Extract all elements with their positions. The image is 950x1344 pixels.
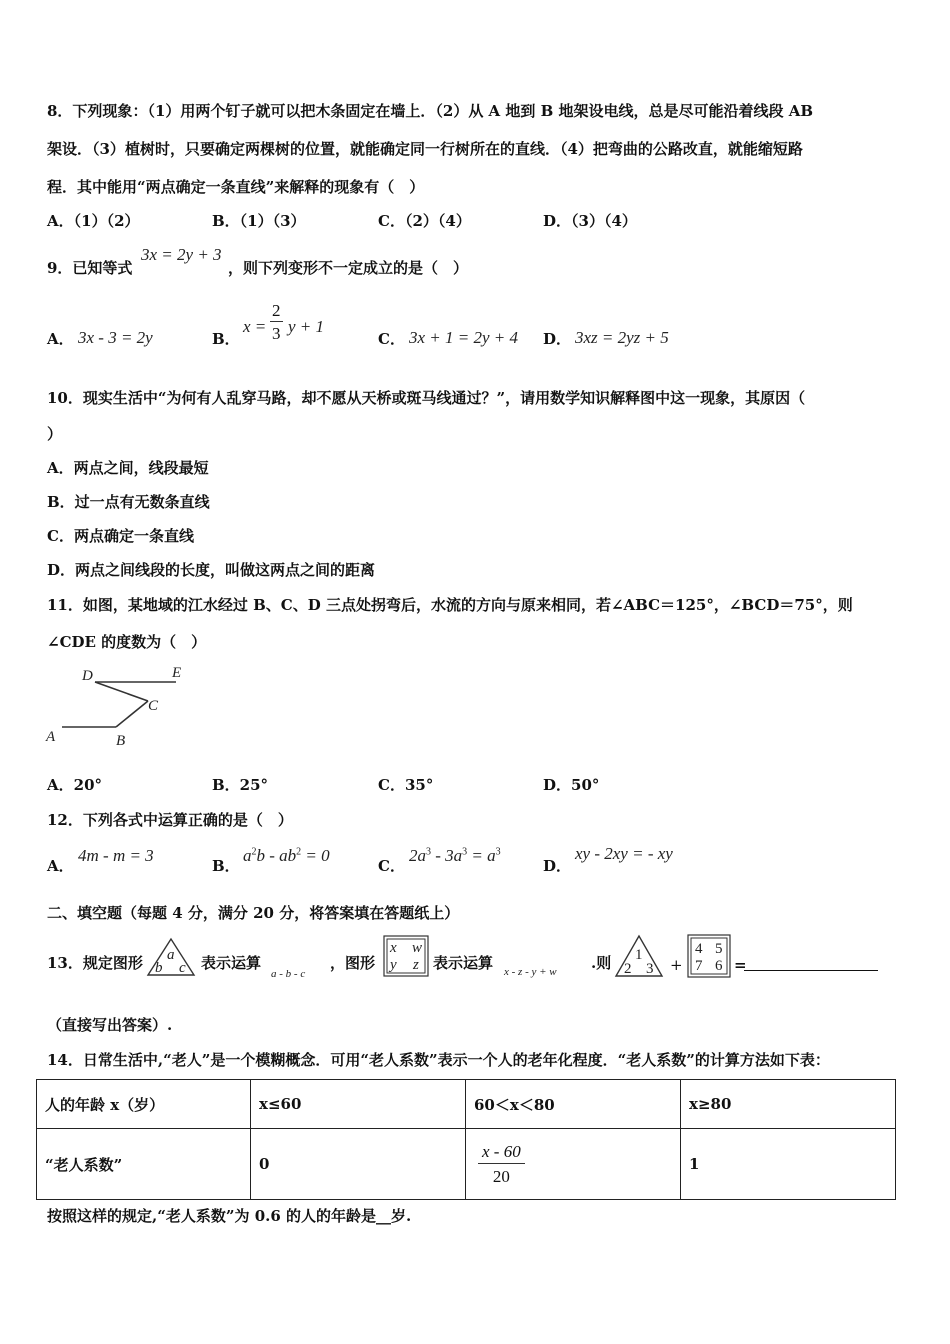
q8-line1: 8．下列现象：（1）用两个钉子就可以把木条固定在墙上．（2）从 A 地到 B 地架设电线，总是尽可能沿着线段 AB <box>47 102 814 120</box>
q11-option-c: C．35° <box>378 776 434 794</box>
label-a: A <box>46 729 56 745</box>
river-figure <box>40 660 200 755</box>
q13-op2-text: 表示运算 <box>433 954 494 972</box>
q10-option-b: B．过一点有无数条直线 <box>47 493 210 511</box>
q13-answer-blank[interactable] <box>744 970 878 971</box>
q10-line2: ） <box>47 425 63 443</box>
sq2-label-5: 5 <box>715 941 723 957</box>
q12-line1: 12．下列各式中运算正确的是（ ） <box>47 811 293 829</box>
sq-label-z: z <box>413 957 419 973</box>
q12-option-d: xy - 2xy = - xy <box>575 844 673 863</box>
q9-suffix: ，则下列变形不一定成立的是（ ） <box>228 259 469 277</box>
triangle-example-figure <box>614 934 664 978</box>
q12-c-a: 2a <box>409 846 426 865</box>
q11-line2: ∠CDE 的度数为（ ） <box>47 633 207 651</box>
q13-comma: ，图形 <box>330 954 376 972</box>
q9-letter-d: D． <box>543 330 572 348</box>
tri-label-a: a <box>167 947 175 963</box>
q9-option-b-rhs: y + 1 <box>288 317 325 336</box>
q13-op1-text: 表示运算 <box>201 954 262 972</box>
fraction-numerator: x - 60 <box>478 1143 525 1164</box>
q9-letter-b: B． <box>212 330 240 348</box>
label-b: B <box>116 733 126 749</box>
table-header-row <box>37 1080 896 1129</box>
q10-option-d: D．两点之间线段的长度，叫做这两点之间的距离 <box>47 561 376 579</box>
q12-letter-b: B． <box>212 857 240 875</box>
q12-b-exp1: 2 <box>251 846 257 858</box>
q12-b-exp2: 2 <box>296 846 302 858</box>
table-header-range-2: 60＜x＜80 <box>466 1080 681 1129</box>
section-heading: 二、填空题（每题 4 分，满分 20 分，将答案填在答题纸上） <box>47 904 460 922</box>
q14-line1: 14．日常生活中,“老人”是一个模糊概念．可用“老人系数”表示一个人的老年化程度．“老人系数”的计算方法如下表： <box>47 1051 830 1069</box>
q13-prefix: 13．规定图形 <box>47 954 143 972</box>
sq-label-y: y <box>390 957 397 973</box>
q11-line1: 11．如图，某地域的江水经过 B、C、D 三点处拐弯后，水流的方向与原来相同，若∠ABC＝125°，∠BCD＝75°，则 <box>47 596 853 614</box>
q9-letter-c: C． <box>378 330 405 348</box>
tri-label-b: b <box>155 960 163 976</box>
q13-op2-expr: x - z - y + w <box>504 966 557 978</box>
q11-option-b: B．25° <box>212 776 269 794</box>
q10-line1: 10．现实生活中“为何有人乱穿马路，却不愿从天桥或斑马线通过？”，请用数学知识解释图中这一现象，其原因（ <box>47 389 806 407</box>
q10-option-a: A．两点之间，线段最短 <box>47 459 209 477</box>
sq-label-w: w <box>412 940 423 956</box>
q8-line3: 程．其中能用“两点确定一条直线”来解释的现象有（ ） <box>47 178 425 196</box>
sq-label-x: x <box>390 940 397 956</box>
sq2-label-6: 6 <box>715 958 723 974</box>
old-age-coefficient-table <box>36 1079 896 1200</box>
q11-option-d: D．50° <box>543 776 600 794</box>
q8-line2: 架设．（3）植树时，只要确定两棵树的位置，就能确定同一行树所在的直线．（4）把弯曲的公路改直，就能缩短路 <box>47 140 803 158</box>
q10-option-c: C．两点确定一条直线 <box>47 527 194 545</box>
q9-equation: 3x = 2y + 3 <box>141 245 222 264</box>
q13-plus: + <box>670 956 683 974</box>
table-cell-fraction <box>466 1129 681 1200</box>
q13-line2: （直接写出答案）. <box>47 1016 173 1034</box>
q12-b-end: = 0 <box>301 846 330 865</box>
q11-option-a: A．20° <box>47 776 103 794</box>
q9-letter-a: A． <box>47 330 74 348</box>
q12-letter-a: A． <box>47 857 74 875</box>
segment-dc <box>95 682 148 701</box>
tri2-label-3: 3 <box>646 961 654 977</box>
q12-option-b <box>243 847 330 864</box>
segment-cb <box>116 701 148 727</box>
table-cell-value-1: 0 <box>251 1129 466 1200</box>
table-header-age: 人的年龄 x（岁） <box>37 1080 251 1129</box>
q12-b-a: a <box>243 846 252 865</box>
q12-c-mid: - 3a <box>431 846 463 865</box>
q12-c-exp2: 3 <box>462 846 468 858</box>
q12-b-mid: b - ab <box>256 846 297 865</box>
sq2-label-7: 7 <box>695 958 703 974</box>
q9-b-denominator: 3 <box>272 324 281 343</box>
label-e: E <box>172 665 182 681</box>
q8-option-a: A．（1）（2） <box>47 212 140 230</box>
tri-label-c: c <box>179 960 186 976</box>
q8-option-d: D．（3）（4） <box>543 212 637 230</box>
q9-b-numerator: 2 <box>272 301 281 320</box>
table-header-range-1: x≤60 <box>251 1080 466 1129</box>
square-operator-figure <box>383 935 429 977</box>
q9-option-c: 3x + 1 = 2y + 4 <box>409 328 519 347</box>
fraction-denominator: 20 <box>492 1166 510 1186</box>
table-header-range-3: x≥80 <box>681 1080 896 1129</box>
table-cell-value-3: 1 <box>681 1129 896 1200</box>
q9-option-d: 3xz = 2yz + 5 <box>575 328 669 347</box>
label-d: D <box>82 668 93 684</box>
q12-c-exp1: 3 <box>426 846 431 858</box>
q12-c-eq: = a <box>467 846 496 865</box>
q12-letter-d: D． <box>543 857 572 875</box>
q8-option-b: B．（1）（3） <box>212 212 306 230</box>
table-row <box>37 1129 896 1200</box>
q13-then: .则 <box>591 954 612 972</box>
tri2-label-1: 1 <box>635 947 643 963</box>
q9-option-a: 3x - 3 = 2y <box>78 328 153 347</box>
square-example-figure <box>687 934 731 978</box>
q8-option-c: C．（2）（4） <box>378 212 471 230</box>
label-c: C <box>148 698 159 714</box>
sq2-label-4: 4 <box>695 941 703 957</box>
q9-prefix: 9．已知等式 <box>47 259 133 277</box>
q12-option-a: 4m - m = 3 <box>78 846 154 865</box>
table-row-label: “老人系数” <box>37 1129 251 1200</box>
q14-question: 按照这样的规定,“老人系数”为 0.6 的人的年龄是__岁. <box>47 1207 412 1225</box>
q9-option-b-lhs: x = <box>243 317 267 336</box>
triangle-operator-figure <box>146 937 196 977</box>
q12-option-c <box>409 847 501 864</box>
q12-letter-c: C． <box>378 857 405 875</box>
tri2-label-2: 2 <box>624 961 632 977</box>
q9-option-b-fraction <box>270 302 283 342</box>
q12-c-exp3: 3 <box>495 846 501 858</box>
q13-equals: = <box>734 956 747 974</box>
q13-op1-expr: a - b - c <box>271 968 306 980</box>
